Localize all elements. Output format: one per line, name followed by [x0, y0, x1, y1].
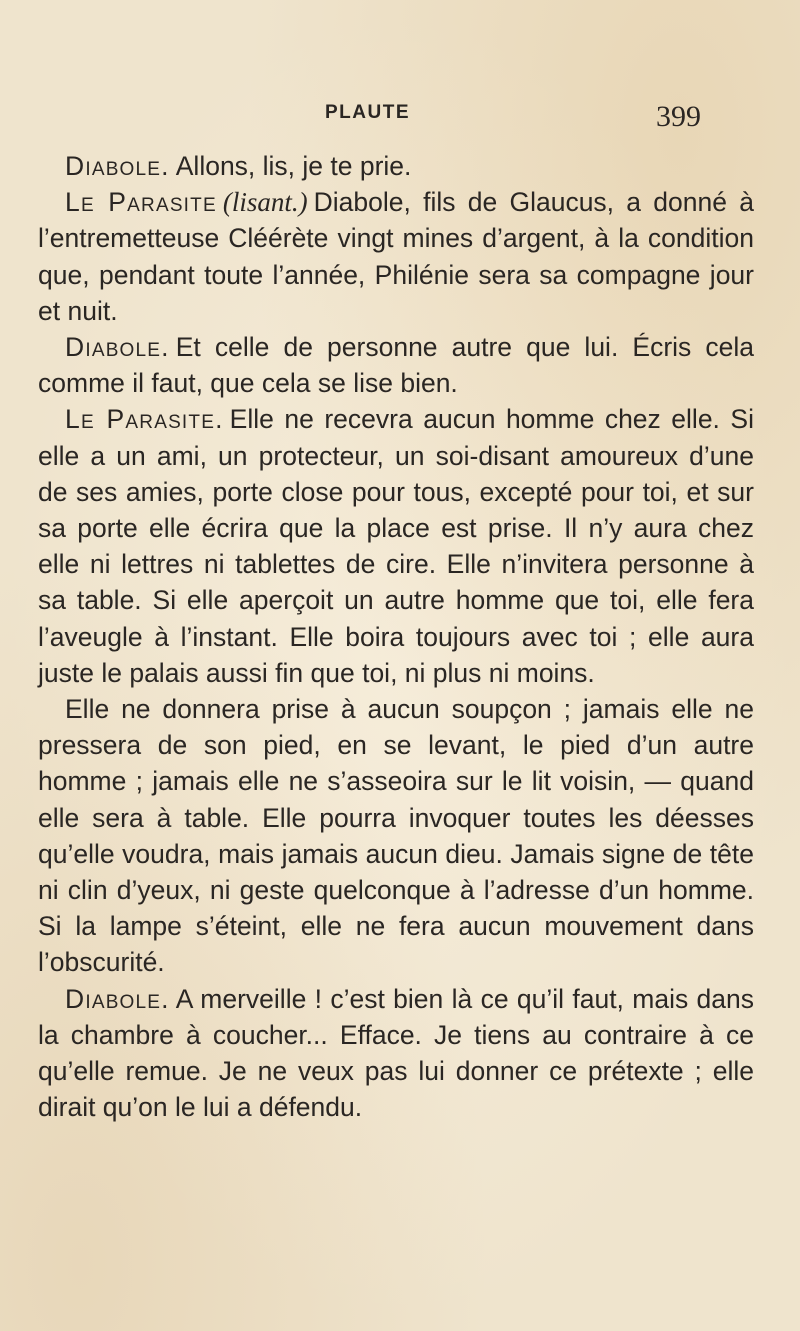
page-number: 399: [656, 100, 701, 133]
dialogue-text: Et celle de personne autre que lui. Écris cela comme il faut, que cela se lise bien.: [38, 332, 754, 399]
dialogue-text: Diabole, fils de Glaucus, a donné à l’entremetteuse Cléérète vingt mines d’argent, à la condition que, pendant toute l’année, Philénie sera sa compagne jour et nuit.: [38, 187, 754, 326]
speaker-name: Diabole.: [65, 332, 170, 363]
running-title: PLAUTE: [325, 102, 410, 123]
dialogue-text: Allons, lis, je te prie.: [175, 151, 412, 181]
speaker-name: Diabole.: [65, 151, 170, 181]
dialogue-text: A merveille ! c’est bien là ce qu’il faut, mais dans la chambre à coucher... Efface. Je tiens au contraire à ce qu’elle remue. Je ne veux pas lui donner ce prétexte ; elle dirait qu’on le lui a défendu.: [38, 983, 754, 1123]
dialogue-paragraph: [38, 329, 754, 401]
dialogue-text: Elle ne recevra aucun homme chez elle. Si elle a un ami, un protecteur, un soi-disant amoureux d’une de ses amies, porte close pour tous, excepté pour toi, et sur sa porte elle écrira que la place est prise. Il n’y aura chez elle ni lettres ni tablettes de cire. Elle n’invitera personne à sa table. Si elle aperçoit un autre homme que toi, elle fera l’aveugle à l’instant. Elle boira toujours avec toi ; elle aura juste le palais aussi fin que toi, ni plus ni moins.: [38, 404, 754, 688]
dialogue-paragraph: [38, 184, 754, 329]
stage-direction: (lisant.): [222, 187, 308, 218]
running-head: [38, 100, 768, 132]
book-page: [38, 0, 768, 1331]
speaker-name: Le Parasite: [65, 187, 217, 218]
dialogue-text: Elle ne donnera prise à aucun soupçon ; jamais elle ne pressera de son pied, en se levant, le pied d’un autre homme ; jamais elle ne s’asseoira sur le lit voisin, — quand elle sera à table. Elle pourra invoquer toutes les déesses qu’elle voudra, mais jamais aucun dieu. Jamais signe de tête ni clin d’yeux, ni geste quelconque à l’adresse d’un homme. Si la lampe s’éteint, elle ne fera aucun mouvement dans l’obscurité.: [38, 694, 754, 978]
continuation-paragraph: [38, 691, 754, 981]
text-block: [38, 148, 754, 1125]
speaker-name: Diabole.: [65, 983, 170, 1014]
speaker-name: Le Parasite.: [65, 404, 224, 435]
dialogue-paragraph: [38, 148, 754, 184]
dialogue-paragraph: [38, 401, 754, 691]
dialogue-paragraph: [38, 981, 754, 1126]
